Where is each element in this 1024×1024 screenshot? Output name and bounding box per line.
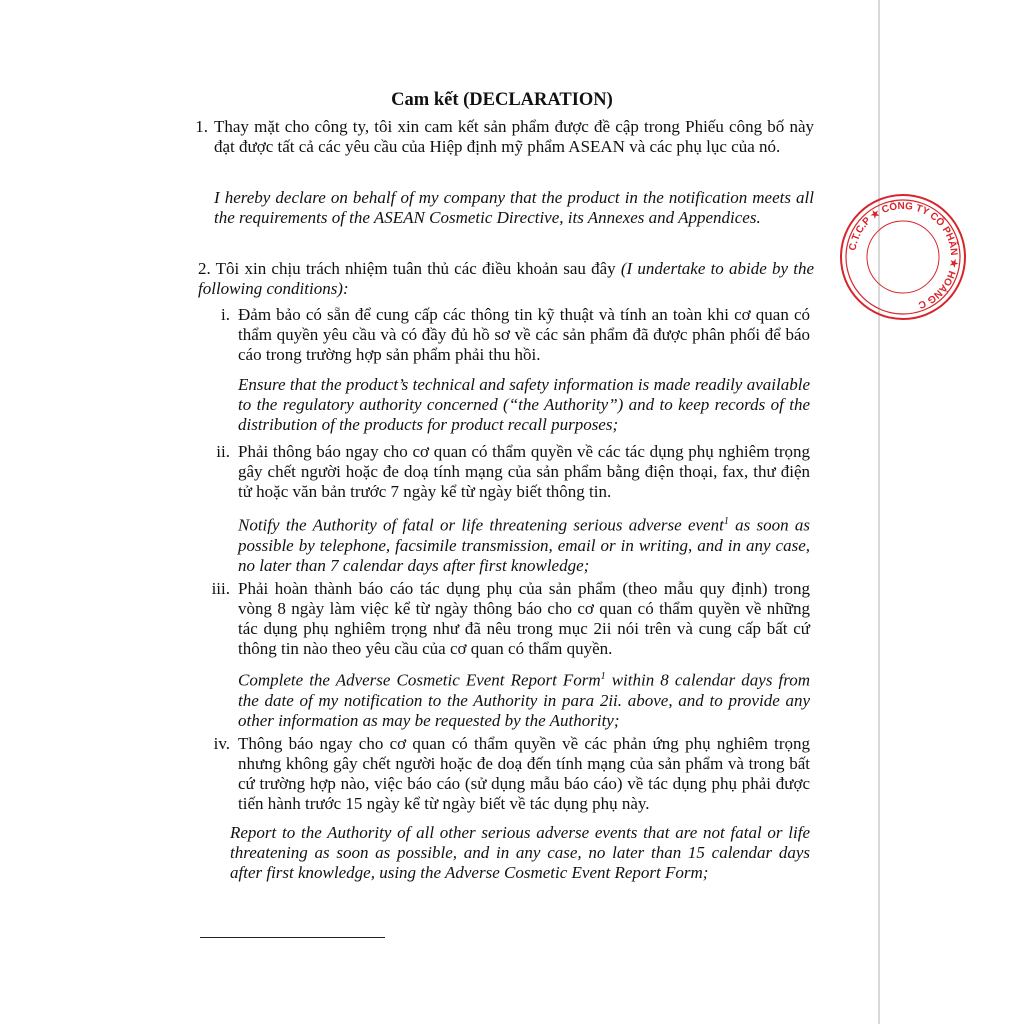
subitem-iv-number: iv. [213, 734, 230, 753]
subitem-i-number: i. [221, 305, 230, 324]
stamp-seal-icon [838, 192, 968, 322]
subitem-iii-english-part2: within 8 calendar days from the date of my notification to the Authority in para 2ii. above, and to provide any other information as may be requested by the Authority; [238, 670, 810, 730]
footnote-marker: 1 [723, 516, 729, 527]
subitem-iii-english-part1: Complete the Adverse Cosmetic Event Report Form [238, 670, 601, 690]
subitem-i-english: Ensure that the product’s technical and safety information is made readily available to the regulatory authority concerned (“the Authority”) and to keep records of the distribution of the products for product recall purposes; [238, 375, 810, 434]
subitem-ii-vietnamese: Phải thông báo ngay cho cơ quan có thẩm quyền về các tác dụng phụ nghiêm trọng gây chết người hoặc đe doạ tính mạng của sản phẩm bằng điện thoại, fax, thư điện tử hoặc văn bản trước 7 ngày kể từ ngày biết thông tin. [238, 442, 810, 501]
item-1-number: 1. [195, 117, 208, 136]
subitem-iii-vietnamese: Phải hoàn thành báo cáo tác dụng phụ của sản phẩm (theo mẫu quy định) trong vòng 8 ngày làm việc kể từ ngày thông báo cho cơ quan có thẩm quyền về những tác dụng phụ nghiêm trọng như đã nêu trong mục 2ii nói trên và cung cấp bất cứ thông tin nào theo yêu cầu của cơ quan có thẩm quyền. [238, 579, 810, 658]
subitem-iv-vietnamese: Thông báo ngay cho cơ quan có thẩm quyền về các phản ứng phụ nghiêm trọng nhưng không gây chết người hoặc đe doạ đến tính mạng của sản phẩm và trong bất cứ trường hợp nào, việc báo cáo (sử dụng mẫu báo cáo) về tác dụng phụ phải được tiến hành trước 15 ngày kể từ ngày biết về tác dụng phụ này. [238, 734, 810, 813]
subitem-iii-english [238, 667, 810, 731]
item-1-vietnamese: Thay mặt cho công ty, tôi xin cam kết sản phẩm được đề cập trong Phiếu công bố này đạt được tất cả các yêu cầu của Hiệp định mỹ phẩm ASEAN và các phụ lục của nó. [214, 117, 814, 156]
item-2-text [198, 259, 814, 299]
item-1-english: I hereby declare on behalf of my company that the product in the notification meets all the requirements of the ASEAN Cosmetic Directive, its Annexes and Appendices. [214, 188, 814, 227]
subitem-ii-number: ii. [216, 442, 230, 461]
item-2-vietnamese: Tôi xin chịu trách nhiệm tuân thủ các điều khoản sau đây [215, 259, 616, 278]
subitem-iv-english: Report to the Authority of all other serious adverse events that are not fatal or life threatening as soon as possible, and in any case, no later than 15 calendar days after first knowledge, using the Adverse Cosmetic Event Report Form; [230, 823, 810, 882]
subitem-ii-english [238, 512, 810, 576]
footnote-separator [200, 937, 385, 938]
footnote-marker: 1 [600, 671, 606, 682]
company-stamp [838, 192, 960, 322]
subitem-ii-english-part2: as soon as possible by telephone, facsimile transmission, email or in writing, and in any case, no later than 7 calendar days after first knowledge; [238, 515, 810, 575]
subitem-i-vietnamese: Đảm bảo có sẵn để cung cấp các thông tin kỹ thuật và tính an toàn khi cơ quan có thẩm quyền yêu cầu và có đầy đủ hồ sơ về các sản phẩm đã được phân phối để báo cáo trong trường hợp sản phẩm phải thu hồi. [238, 305, 810, 364]
declaration-title: Cam kết (DECLARATION) [391, 90, 613, 110]
subitem-ii-english-part1: Notify the Authority of fatal or life threatening serious adverse event [238, 515, 724, 535]
item-2-english: (I undertake to abide by the following conditions): [198, 259, 815, 298]
item-2-number: 2. [198, 259, 211, 278]
subitem-iii-number: iii. [211, 579, 230, 598]
svg-text:C.T.C.P ★ CÔNG TY CỔ PHẦN ★ HO: C.T.C.P ★ CÔNG TY CỔ PHẦN ★ HOÀNG C [847, 200, 960, 311]
page-edge-divider [878, 0, 880, 1024]
